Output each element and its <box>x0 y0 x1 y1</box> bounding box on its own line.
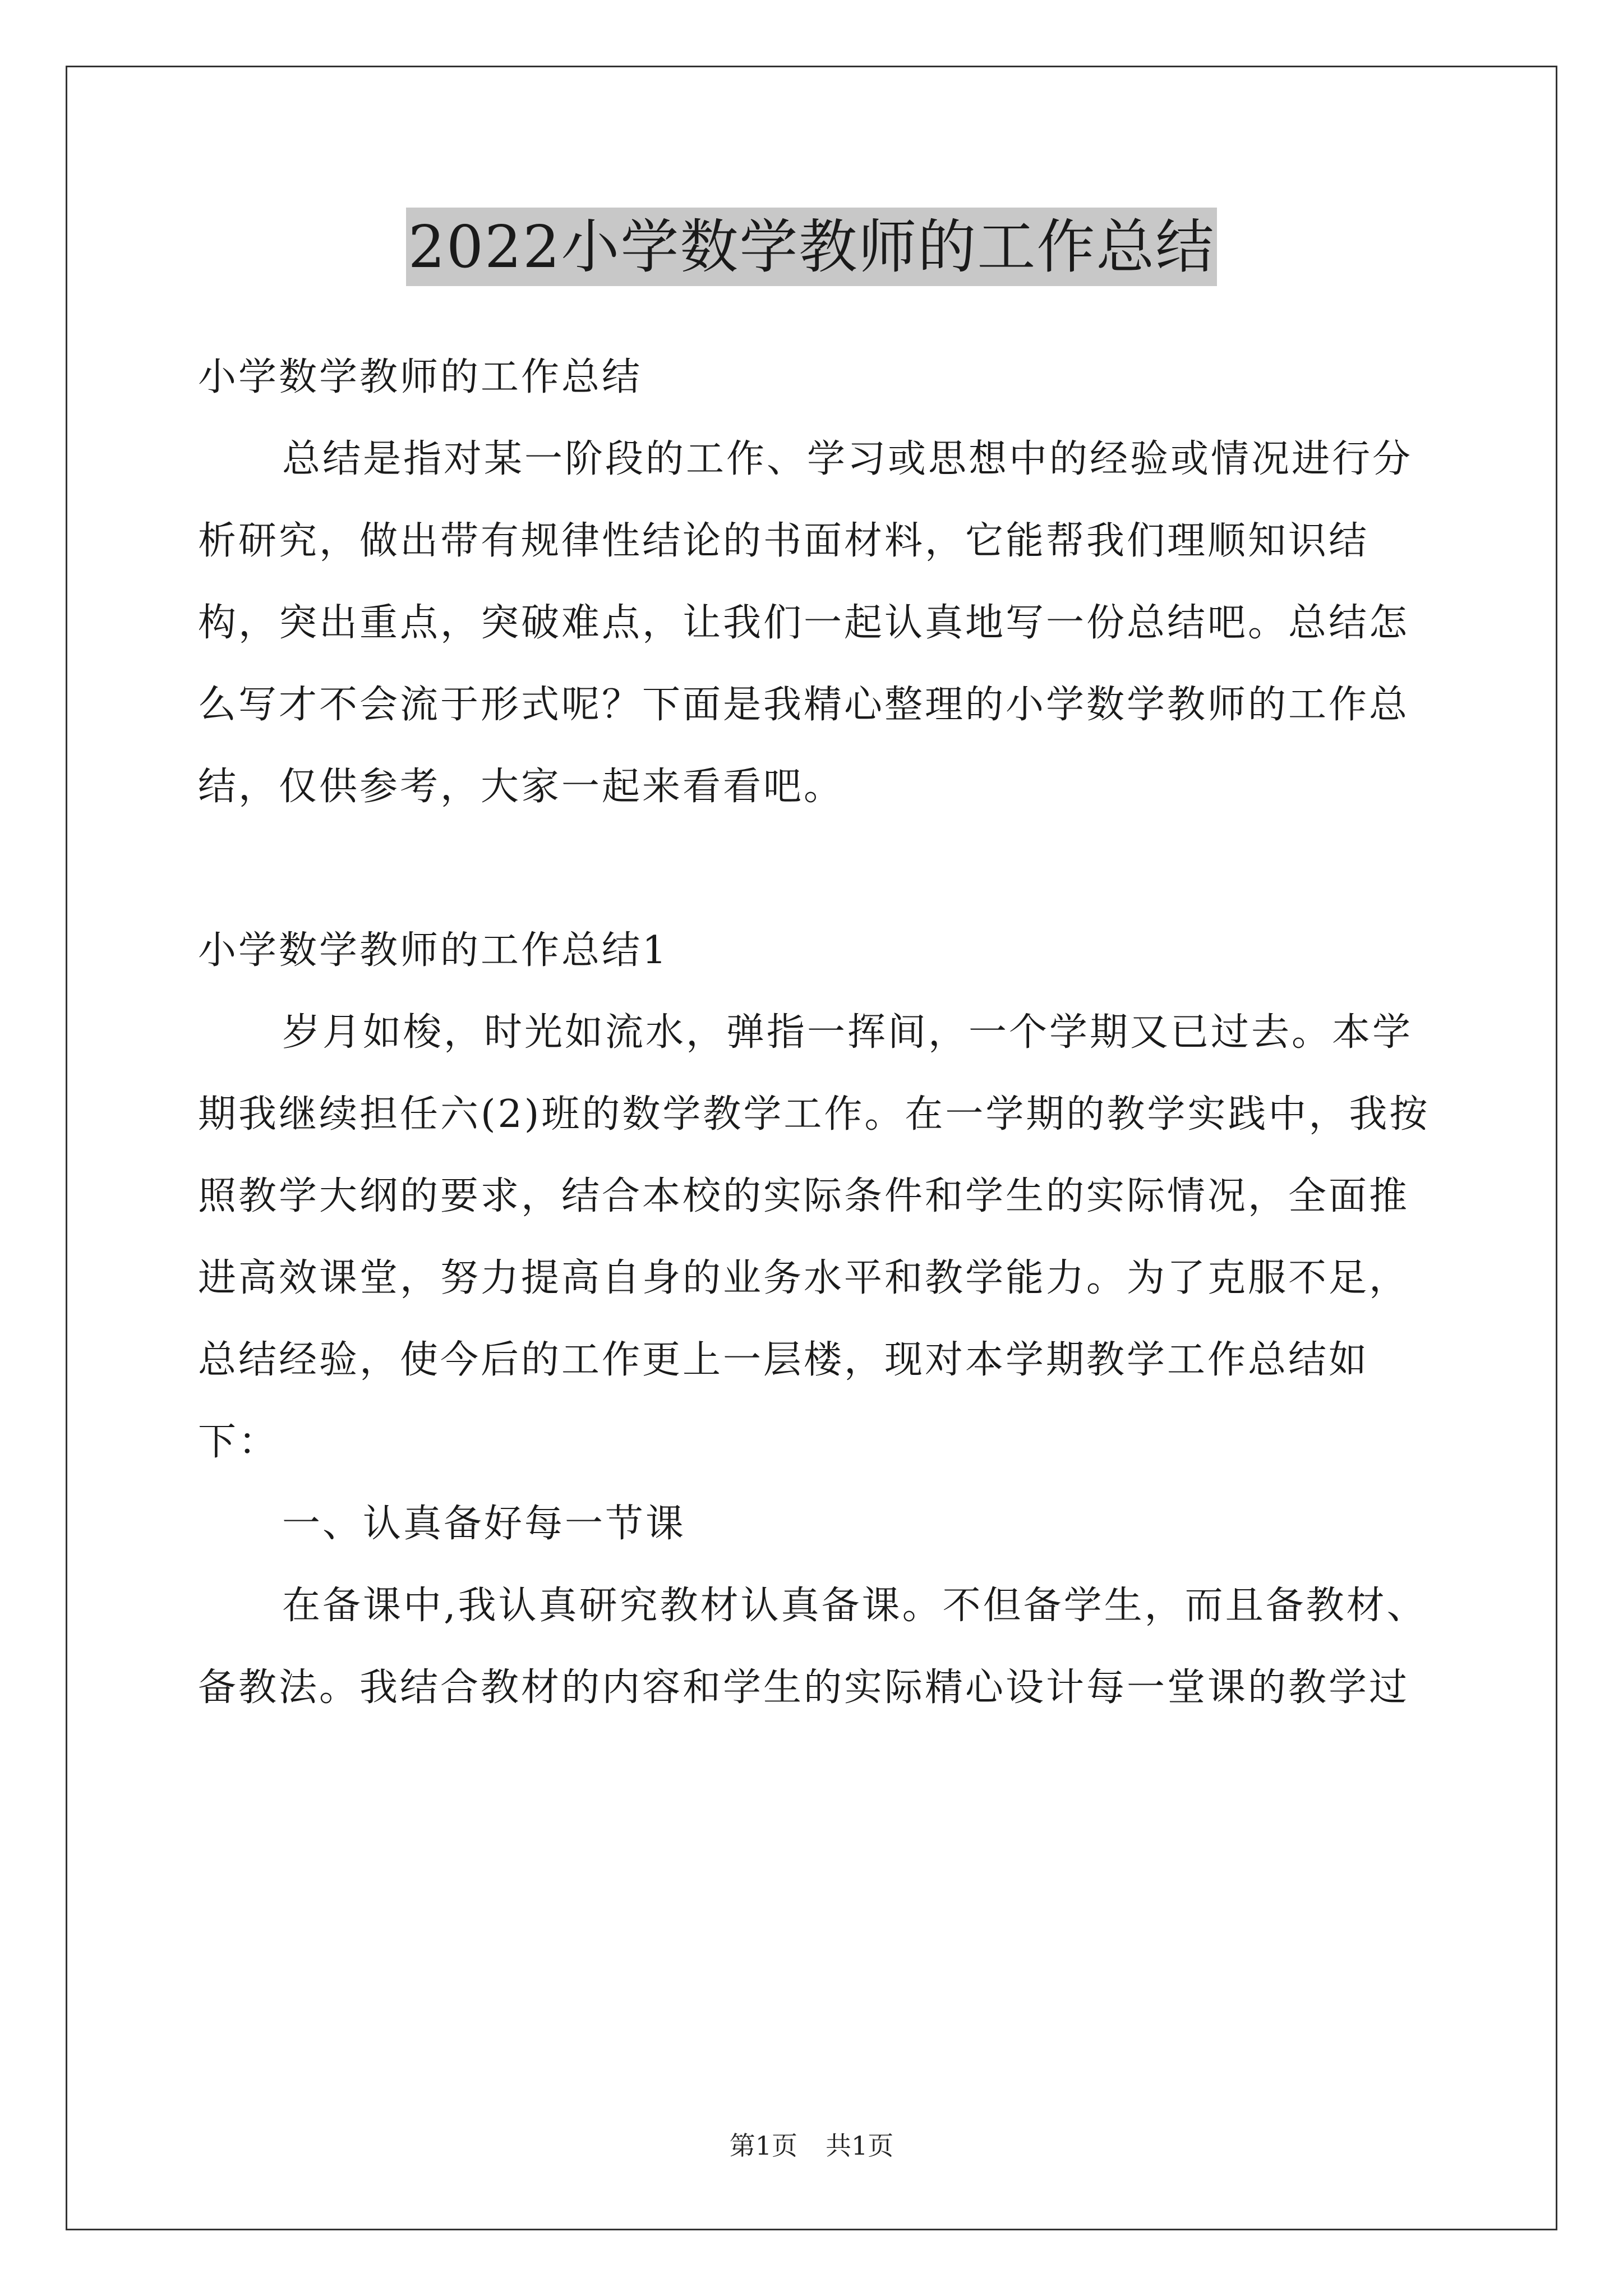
subsection-heading: 一、认真备好每一节课 <box>282 1502 686 1546</box>
document-subtitle: 小学数学教师的工作总结 <box>198 355 643 399</box>
body-paragraph: 在备课中,我认真研究教材认真备课。不但备学生，而且备教材、备教法。我结合教材的内容和学生的实际精心设计每一堂课的教学过 <box>198 1584 1427 1710</box>
page-footer <box>0 2129 1623 2162</box>
page-total: 共1页 <box>826 2131 894 2161</box>
section-heading: 小学数学教师的工作总结1 <box>198 928 669 973</box>
document-body <box>198 337 1437 1729</box>
intro-paragraph: 总结是指对某一阶段的工作、学习或思想中的经验或情况进行分析研究，做出带有规律性结论的书面材料，它能帮我们理顺知识结构，突出重点，突破难点，让我们一起认真地写一份总结吧。总结怎么写才不会流于形式呢？下面是我精心整理的小学数学教师的工作总结，仅供参考，大家一起来看看吧。 <box>198 437 1413 809</box>
document-title: 2022小学数学教师的工作总结 <box>406 208 1218 286</box>
body-paragraph: 岁月如梭，时光如流水，弹指一挥间，一个学期又已过去。本学期我继续担任六(2)班的数学教学工作。在一学期的教学实践中，我按照教学大纲的要求，结合本校的实际条件和学生的实际情况，全面推进高效课堂，努力提高自身的业务水平和教学能力。为了克服不足，总结经验，使今后的工作更上一层楼，现对本学期教学工作总结如下： <box>198 1010 1430 1464</box>
title-container <box>0 208 1623 286</box>
page-number: 第1页 <box>729 2131 797 2161</box>
